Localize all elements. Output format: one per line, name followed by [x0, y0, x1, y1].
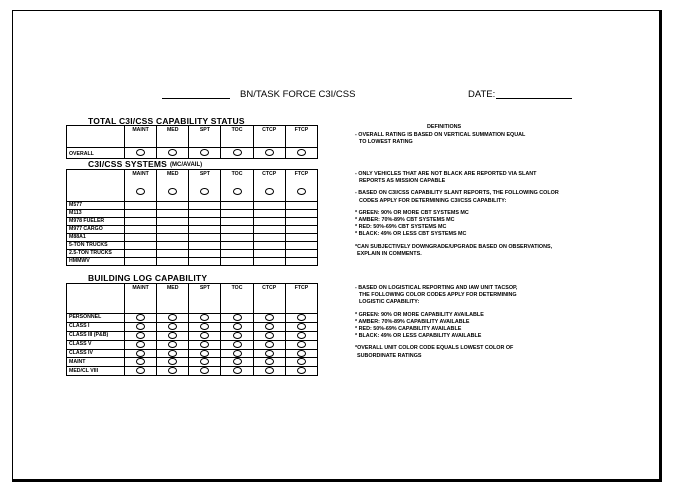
entry-cell[interactable]	[285, 202, 317, 210]
date-blank[interactable]	[496, 98, 572, 99]
col-header: CTCP	[253, 284, 285, 314]
status-circle[interactable]	[297, 188, 306, 195]
status-circle[interactable]	[125, 322, 157, 331]
capability-status-table	[66, 125, 318, 159]
entry-cell[interactable]	[285, 242, 317, 250]
status-circle[interactable]	[221, 358, 253, 367]
col-header: FTCP	[285, 126, 317, 148]
entry-cell[interactable]	[125, 234, 157, 242]
status-circle[interactable]	[189, 349, 221, 358]
entry-cell[interactable]	[221, 226, 253, 234]
col-header-with-circle	[221, 170, 253, 202]
entry-cell[interactable]	[253, 226, 285, 234]
corner-cell	[67, 126, 125, 148]
col-header-with-circle	[285, 170, 317, 202]
status-circle[interactable]	[285, 367, 317, 376]
status-circle[interactable]	[189, 340, 221, 349]
col-header: TOC	[231, 171, 243, 177]
entry-cell[interactable]	[253, 202, 285, 210]
status-circle[interactable]	[125, 358, 157, 367]
col-header: CTCP	[262, 171, 277, 177]
section-title-systems: C3I/CSS SYSTEMS	[88, 159, 168, 169]
col-header: SPT	[199, 171, 210, 177]
col-header: MED	[166, 171, 179, 177]
status-circle[interactable]	[125, 331, 157, 340]
status-circle[interactable]	[253, 331, 285, 340]
entry-cell[interactable]	[221, 242, 253, 250]
entry-cell[interactable]	[253, 250, 285, 258]
status-circle[interactable]	[285, 349, 317, 358]
status-circle[interactable]	[168, 188, 177, 195]
entry-cell[interactable]	[253, 218, 285, 226]
col-header: MAINT	[132, 171, 149, 177]
entry-cell[interactable]	[157, 258, 189, 266]
status-circle[interactable]	[157, 358, 189, 367]
definition-line: * AMBER: 70%-89% CAPABILITY AVAILABLE	[355, 318, 470, 325]
entry-cell[interactable]	[189, 250, 221, 258]
section-title-capability-status: TOTAL C3I/CSS CAPABILITY STATUS	[88, 116, 245, 126]
entry-cell[interactable]	[189, 210, 221, 218]
entry-cell[interactable]	[189, 234, 221, 242]
status-circle[interactable]	[253, 358, 285, 367]
entry-cell[interactable]	[125, 210, 157, 218]
definitions-block-logistics	[355, 285, 517, 360]
col-header: CTCP	[253, 126, 285, 148]
definition-line: - BASED ON C3I/CSS CAPABILITY SLANT REPORTS, THE FOLLOWING COLOR	[355, 190, 559, 197]
definition-line: LOGISTIC CAPABILITY:	[359, 299, 420, 306]
status-circle[interactable]	[125, 148, 157, 159]
row-label: CLASS III (P&B)	[67, 331, 125, 340]
definition-line: * BLACK: 49% OR LESS CBT SYSTEMS MC	[355, 231, 467, 238]
page-title: BN/TASK FORCE C3I/CSS	[240, 89, 356, 100]
status-circle[interactable]	[253, 367, 285, 376]
entry-cell[interactable]	[221, 210, 253, 218]
row-label: CLASS V	[67, 340, 125, 349]
status-circle[interactable]	[285, 148, 317, 159]
entry-cell[interactable]	[285, 218, 317, 226]
entry-cell[interactable]	[125, 258, 157, 266]
entry-cell[interactable]	[221, 234, 253, 242]
entry-cell[interactable]	[125, 202, 157, 210]
row-label: HMMWV	[67, 258, 125, 266]
col-header: SPT	[189, 284, 221, 314]
entry-cell[interactable]	[285, 234, 317, 242]
definition-line: REPORTS AS MISSION CAPABLE	[359, 178, 446, 185]
definition-line: CODES APPLY FOR DETERMINING C3I/CSS CAPABILITY:	[359, 197, 507, 204]
col-header: FTCP	[285, 284, 317, 314]
status-circle[interactable]	[157, 148, 189, 159]
section-subtitle-systems: (MC/AVAIL)	[170, 162, 203, 168]
row-label: 2.5-TON TRUCKS	[67, 250, 125, 258]
status-circle[interactable]	[285, 322, 317, 331]
row-label: M113	[67, 210, 125, 218]
entry-cell[interactable]	[157, 226, 189, 234]
entry-cell[interactable]	[285, 210, 317, 218]
definition-line: * BLACK: 49% OR LESS CAPABILITY AVAILABLE	[355, 333, 482, 340]
status-circle[interactable]	[253, 322, 285, 331]
entry-cell[interactable]	[285, 226, 317, 234]
col-header-with-circle	[253, 170, 285, 202]
definition-line: - OVERALL RATING IS BASED ON VERTICAL SUMMATION EQUAL	[355, 132, 526, 138]
section-title-building-log: BUILDING LOG CAPABILITY	[88, 273, 208, 283]
status-circle[interactable]	[253, 349, 285, 358]
corner-cell	[67, 170, 125, 202]
row-label-overall: OVERALL	[67, 148, 125, 159]
col-header: TOC	[221, 126, 253, 148]
status-circle[interactable]	[125, 367, 157, 376]
entry-cell[interactable]	[285, 250, 317, 258]
entry-cell[interactable]	[125, 226, 157, 234]
entry-cell[interactable]	[189, 218, 221, 226]
entry-cell[interactable]	[157, 202, 189, 210]
definition-line: SUBORDINATE RATINGS	[357, 352, 422, 359]
definition-line: * GREEN: 90% OR MORE CBT SYSTEMS MC	[355, 209, 469, 216]
definitions-block-vehicles	[355, 171, 559, 258]
entry-cell[interactable]	[285, 258, 317, 266]
col-header: MAINT	[125, 284, 157, 314]
col-header-with-circle	[157, 170, 189, 202]
corner-cell	[67, 284, 125, 314]
status-circle[interactable]	[233, 188, 242, 195]
row-label: M978 FUELER	[67, 218, 125, 226]
entry-cell[interactable]	[221, 258, 253, 266]
entry-cell[interactable]	[189, 226, 221, 234]
entry-cell[interactable]	[253, 234, 285, 242]
definition-line: * AMBER: 70%-89% CBT SYSTEMS MC	[355, 217, 455, 224]
status-circle[interactable]	[157, 331, 189, 340]
definitions-heading: DEFINITIONS	[427, 124, 462, 130]
status-circle[interactable]	[200, 188, 209, 195]
status-circle[interactable]	[125, 349, 157, 358]
entry-cell[interactable]	[157, 210, 189, 218]
status-circle[interactable]	[125, 340, 157, 349]
col-header-with-circle	[189, 170, 221, 202]
row-label: CLASS IV	[67, 349, 125, 358]
status-circle[interactable]	[157, 340, 189, 349]
definition-line: *CAN SUBJECTIVELY DOWNGRADE/UPGRADE BASED ON OBSERVATIONS,	[355, 243, 553, 250]
col-header: SPT	[189, 126, 221, 148]
entry-cell[interactable]	[253, 258, 285, 266]
status-circle[interactable]	[136, 188, 145, 195]
status-circle[interactable]	[125, 314, 157, 323]
status-circle[interactable]	[157, 349, 189, 358]
col-header: FTCP	[294, 171, 309, 177]
row-label: M88A1	[67, 234, 125, 242]
col-header: TOC	[221, 284, 253, 314]
status-circle[interactable]	[157, 314, 189, 323]
definition-line: * GREEN: 90% OR MORE CAPABILITY AVAILABLE	[355, 311, 484, 318]
row-label: 5-TON TRUCKS	[67, 242, 125, 250]
entry-cell[interactable]	[221, 218, 253, 226]
row-label: MED/CL VIII	[67, 367, 125, 376]
status-circle[interactable]	[265, 188, 274, 195]
entry-cell[interactable]	[189, 202, 221, 210]
status-circle[interactable]	[285, 340, 317, 349]
entry-cell[interactable]	[189, 258, 221, 266]
definition-line: EXPLAIN IN COMMENTS.	[357, 250, 422, 257]
status-circle[interactable]	[221, 349, 253, 358]
entry-cell[interactable]	[125, 218, 157, 226]
definition-line: TO LOWEST RATING	[359, 139, 413, 146]
status-circle[interactable]	[189, 314, 221, 323]
status-circle[interactable]	[189, 331, 221, 340]
status-circle[interactable]	[285, 314, 317, 323]
row-label: MAINT	[67, 358, 125, 367]
status-circle[interactable]	[221, 314, 253, 323]
definition-line: - BASED ON LOGISTICAL REPORTING AND IAW UNIT TACSOP,	[355, 285, 518, 291]
status-circle[interactable]	[285, 358, 317, 367]
entry-cell[interactable]	[125, 242, 157, 250]
row-label: M977 CARGO	[67, 226, 125, 234]
row-label: PERSONNEL	[67, 314, 125, 323]
entry-cell[interactable]	[189, 242, 221, 250]
entry-cell[interactable]	[221, 250, 253, 258]
definition-line: - ONLY VEHICLES THAT ARE NOT BLACK ARE REPORTED VIA SLANT	[355, 171, 537, 177]
definition-line: * RED: 50%-69% CAPABILITY AVAILABLE	[355, 326, 462, 333]
status-circle[interactable]	[253, 340, 285, 349]
definition-line: THE FOLLOWING COLOR CODES APPLY FOR DETERMINING	[359, 292, 517, 299]
status-circle[interactable]	[221, 367, 253, 376]
col-header-with-circle	[125, 170, 157, 202]
status-circle[interactable]	[221, 148, 253, 159]
definition-line: *OVERALL UNIT COLOR CODE EQUALS LOWEST COLOR OF	[355, 345, 514, 352]
entry-cell[interactable]	[253, 242, 285, 250]
systems-table	[66, 169, 318, 266]
date-label: DATE:	[468, 89, 496, 100]
row-label: M577	[67, 202, 125, 210]
entry-cell[interactable]	[221, 202, 253, 210]
status-circle[interactable]	[253, 148, 285, 159]
entry-cell[interactable]	[157, 242, 189, 250]
status-circle[interactable]	[189, 358, 221, 367]
status-circle[interactable]	[189, 148, 221, 159]
definition-line: * RED: 50%-69% CBT SYSTEMS MC	[355, 224, 447, 231]
col-header: MED	[157, 126, 189, 148]
status-circle[interactable]	[157, 322, 189, 331]
status-circle[interactable]	[157, 367, 189, 376]
entry-cell[interactable]	[253, 210, 285, 218]
unit-name-blank[interactable]	[162, 98, 230, 99]
entry-cell[interactable]	[125, 250, 157, 258]
entry-cell[interactable]	[157, 250, 189, 258]
status-circle[interactable]	[285, 331, 317, 340]
status-circle[interactable]	[189, 367, 221, 376]
status-circle[interactable]	[221, 322, 253, 331]
status-circle[interactable]	[189, 322, 221, 331]
definitions-block-overall	[355, 132, 525, 146]
status-circle[interactable]	[221, 340, 253, 349]
col-header: MAINT	[125, 126, 157, 148]
row-label: CLASS I	[67, 322, 125, 331]
entry-cell[interactable]	[157, 218, 189, 226]
status-circle[interactable]	[253, 314, 285, 323]
building-log-table	[66, 283, 318, 376]
status-circle[interactable]	[221, 331, 253, 340]
entry-cell[interactable]	[157, 234, 189, 242]
col-header: MED	[157, 284, 189, 314]
